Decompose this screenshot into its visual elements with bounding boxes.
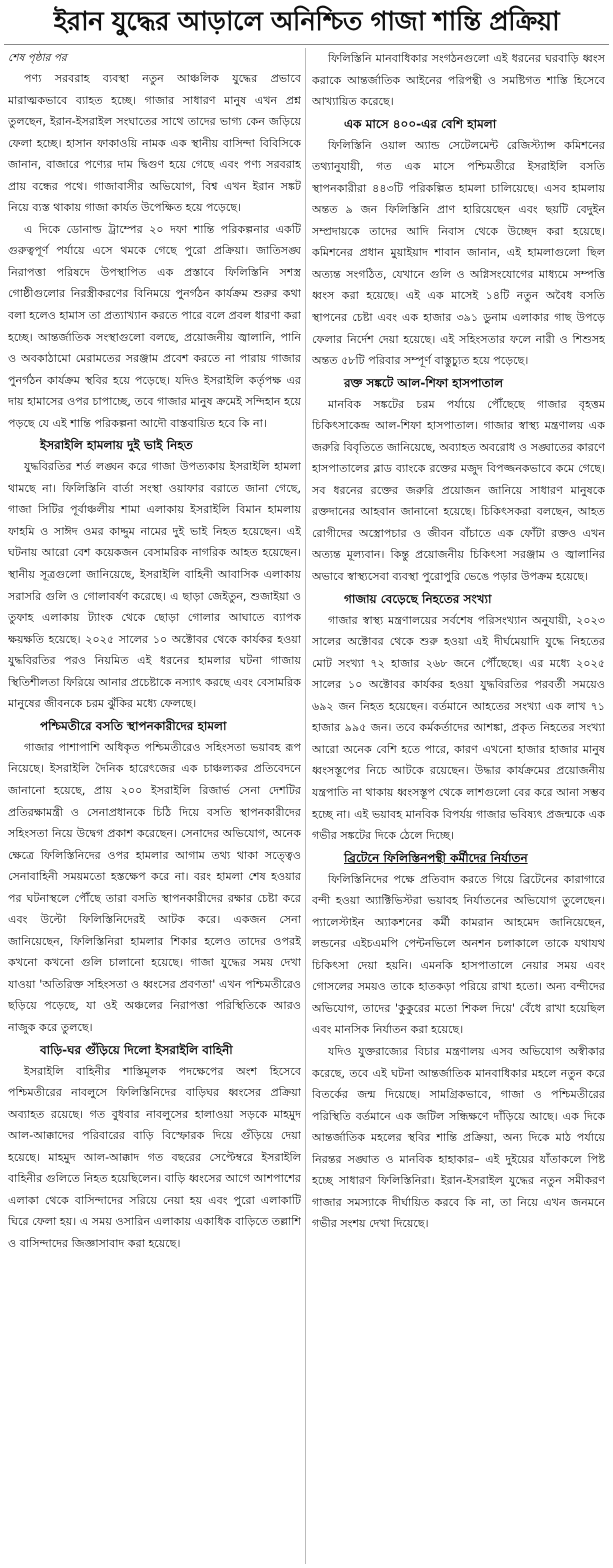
subhead-west-bank-settlers: পশ্চিমতীরে বসতি স্থাপনকারীদের হামলা [40, 718, 227, 733]
right-paragraph-2: ফিলিস্তিনি ওয়াল অ্যান্ড সেটেলমেন্ট রেজিস্ট্যান্স কমিশনের তথ্যানুযায়ী, গত এক মাসে পশ্চিমতীরে ইসরাইলি বসতি স্থাপনকারীরা ৪৪৩টি পরিকল্পিত হামলা চালিয়েছে। এসব হামলায় অন্তত ৯ জন ফিলিস্তিনি প্রাণ হারিয়েছেন এবং ছয়টি বেদুইন সম্প্রদায়কে তাদের আদি নিবাস থেকে উচ্ছেদ করা হয়েছে। কমিশনের প্রধান মুয়াইয়াদ শাবান জানান, এই হামলাগুলো ছিল অত্যন্ত সংগঠিত, যেখানে গুলি ও অগ্নিসংযোগের মাধ্যমে সম্পত্তি ধ্বংস করা হয়েছে। এই এক মাসেই ১৪টি নতুন অবৈধ বসতি স্থাপনের চেষ্টা এবং এক হাজার ৩৯১ ডুনাম এলাকার গাছ উপড়ে ফেলার নির্দেশ দেয়া হয়েছে। এই সহিংসতার ফলে নারী ও শিশুসহ অন্তত ৫৮টি পরিবার সম্পূর্ণ বাস্তুচ্যুত হয়ে পড়েছে। [312, 138, 605, 368]
subhead-death-toll: গাজায় বেড়েছে নিহতের সংখ্যা [344, 591, 492, 606]
right-paragraph-1: ফিলিস্তিনি মানবাধিকার সংগঠনগুলো এই ধরনের ঘরবাড়ি ধ্বংস করাকে আন্তর্জাতিক আইনের পরিপন্থী ও সমষ্টিগত শাস্তি হিসেবে আখ্যায়িত করেছে। [312, 52, 605, 109]
left-paragraph-5: ইসরাইলি বাহিনীর শাস্তিমূলক পদক্ষেপের অংশ হিসেবে পশ্চিমতীরের নাবলুসে ফিলিস্তিনিদের বাড়িঘর ধ্বংসের প্রক্রিয়া অব্যাহত রয়েছে। গত বুধবার নাবলুসের হালাওয়া সড়কে মাহমুদ আল-আক্কাদের পরিবারের বাড়ি বিস্ফোরক দিয়ে গুঁড়িয়ে দেয়া হয়েছে। মাহমুদ আল-আক্কাদ গত বছরের সেপ্টেম্বরে ইসরাইলি বাহিনীর গুলিতে নিহত হয়েছিলেন। বাড়ি ধ্বংসের আগে আশপাশের এলাকা থেকে বাসিন্দাদের সরিয়ে নেয়া হয় এবং পুরো এলাকাটি ঘিরে ফেলা হয়। এ সময় ওসারিন এলাকায় একাধিক বাড়িতে তল্লাশি ও বাসিন্দাদের জিজ্ঞাসাবাদ করা হয়েছে। [8, 1064, 301, 1250]
right-paragraph-3: মানবিক সঙ্কটের চরম পর্যায়ে পৌঁছেছে গাজার বৃহত্তম চিকিৎসাকেন্দ্র আল-শিফা হাসপাতাল। গাজার স্বাস্থ্য মন্ত্রণালয় এক জরুরি বিবৃতিতে জানিয়েছে, অব্যাহত অবরোধ ও সঙ্ঘাতের কারণে হাসপাতালের ব্লাড ব্যাংকে রক্তের মজুদ বিপজ্জনকভাবে কমে গেছে। সব ধরনের রক্তের জরুরি প্রয়োজন জানিয়ে সাধারণ মানুষকে রক্তদানের আহবান জানানো হয়েছে। চিকিৎসকরা বলছেন, আহত রোগীদের অস্ত্রোপচার ও জীবন বাঁচাতে এক ফোঁটা রক্তও এখন অত্যন্ত মূল্যবান। কিন্তু প্রয়োজনীয় চিকিৎসা সরঞ্জাম ও জ্বালানির অভাবে স্বাস্থ্যসেবা ব্যবস্থা পুরোপুরি ভেঙে পড়ার উপক্রম হয়েছে। [312, 397, 605, 584]
headline: ইরান যুদ্ধের আড়ালে অনিশ্চিত গাজা শান্তি প্রক্রিয়া [53, 7, 560, 37]
left-paragraph-2: এ দিকে ডোনাল্ড ট্রাম্পের ২০ দফা শান্তি পরিকল্পনার একটি গুরুত্বপূর্ণ পর্যায়ে এসে থমকে গেছে পুরো প্রক্রিয়া। জাতিসঙ্ঘ নিরাপত্তা পরিষদে উপস্থাপিত এক প্রস্তাবে ফিলিস্তিনি সশস্ত্র গোষ্ঠীগুলোর নিরস্ত্রীকরণের বিনিময়ে পুনর্গঠন কার্যক্রম শুরুর কথা বলা হলেও হামাস তা প্রত্যাখ্যান করতে পারে বলে প্রবল ধারণা করা হচ্ছে। আন্তর্জাতিক সংস্থাগুলো বলছে, প্রয়োজনীয় জ্বালানি, পানি ও অবকাঠামো মেরামতের সরঞ্জাম প্রবেশ করতে না পারায় গাজার পুনর্গঠন কার্যক্রম স্থবির হয়ে পড়েছে। যদিও ইসরাইলি কর্তৃপক্ষ এর দায় হামাসের ওপর চাপাচ্ছে, তবে গাজার মানুষ ক্রমেই সন্দিহান হয়ে পড়ছে যে এই শান্তি পরিকল্পনা আদৌ বাস্তবায়িত হবে কি না। [8, 222, 301, 430]
headline-rule [4, 44, 609, 45]
continued-label: শেষ পৃষ্ঠার পর [8, 52, 67, 64]
subhead-400-attacks: এক মাসে ৪০০-এর বেশি হামলা [344, 116, 497, 131]
left-paragraph-4: গাজার পাশাপাশি অধিকৃত পশ্চিমতীরেও সহিংসতা ভয়াবহ রূপ নিয়েছে। ইসরাইলি দৈনিক হারেৎজের এক চাঞ্চল্যকর প্রতিবেদনে জানানো হয়েছে, প্রায় ২০০ ইসরাইলি রিজার্ভ সেনা দেশটির প্রতিরক্ষামন্ত্রী ও সেনাপ্রধানকে চিঠি দিয়ে বসতি স্থাপনকারীদের সহিংসতা নিয়ে উদ্বেগ প্রকাশ করেছেন। সেনাদের অভিযোগ, অনেক ক্ষেত্রে ফিলিস্তিনিদের ওপর হামলার আগাম তথ্য থাকা সত্ত্বেও সেনাবাহিনী সময়মতো হস্তক্ষেপ করে না। বরং হামলা শেষ হওয়ার পর ঘটনাস্থলে পৌঁছে তারা বসতি স্থাপনকারীদের রক্ষার চেষ্টা করে এবং উল্টো ফিলিস্তিনিদেরই আটক করে। একজন সেনা জানিয়েছেন, ফিলিস্তিনিরা হামলার শিকার হলেও তাদের ওপরই কখনো কখনো গুলি চালানো হয়েছে। গাজা যুদ্ধের সময় দেখা যাওয়া 'অতিরিক্ত সহিংসতা ও ধ্বংসের প্রবণতা' এখন পশ্চিমতীরেও ছড়িয়ে পড়েছে, যা ওই অঞ্চলের নিরাপত্তা পরিস্থিতিকে আরও নাজুক করে তুলছে। [8, 740, 301, 1034]
right-paragraph-6: যদিও যুক্তরাজ্যের বিচার মন্ত্রণালয় এসব অভিযোগ অস্বীকার করেছে, তবে এই ঘটনা আন্তর্জাতিক মানবাধিকার মহলে নতুন করে বিতর্কের জন্ম দিয়েছে। সামগ্রিকভাবে, গাজা ও পশ্চিমতীরের পরিস্থিতি বর্তমানে এক জটিল সন্ধিক্ষণে দাঁড়িয়ে আছে। এক দিকে আন্তর্জাতিক মহলের স্থবির শান্তি প্রক্রিয়া, অন্য দিকে মাঠ পর্যায়ে নিরন্তর সঙ্ঘাত ও মানবিক হাহাকার– এই দুইয়ের যাঁতাকলে পিষ্ট হচ্ছে সাধারণ ফিলিস্তিনিরা। ইরান-ইসরাইল যুদ্ধের নতুন সমীকরণ গাজার সমস্যাকে দীর্ঘায়িত করবে কি না, তা নিয়ে এখন জনমনে গভীর সংশয় দেখা দিয়েছে। [312, 1044, 605, 1231]
subhead-house-demolition: বাড়ি-ঘর গুঁড়িয়ে দিলো ইসরাইলি বাহিনী [40, 1042, 233, 1057]
right-column [312, 48, 605, 1564]
subhead-al-shifa-blood: রক্ত সঙ্কটে আল-শিফা হাসপাতাল [344, 375, 504, 390]
subhead-two-brothers: ইসরাইলি হামলায় দুই ভাই নিহত [40, 438, 193, 453]
left-paragraph-3: যুদ্ধবিরতির শর্ত লঙ্ঘন করে গাজা উপত্যকায় ইসরাইলি হামলা থামছে না। ফিলিস্তিনি বার্তা সংস্থা ওয়াফার বরাতে জানা গেছে, গাজা সিটির পূর্বাঞ্চলীয় শামা এলাকায় ইসরাইলি বিমান হামলায় ফাহমি ও সাঈদ ওমর কাদ্দুম নামের দুই ভাই নিহত হয়েছেন। এই ঘটনায় আরো বেশ কয়েকজন বেসামরিক নাগরিক আহত হয়েছেন। স্থানীয় সূত্রগুলো জানিয়েছে, ইসরাইলি বাহিনী আবাসিক এলাকায় সরাসরি গুলি ও গোলাবর্ষণ করেছে। এ ছাড়া জেইতুন, শুজাইয়া ও তুফাহ এলাকায় ট্যাংক থেকে ছোড়া গোলার আঘাতে ব্যাপক ক্ষয়ক্ষতি হয়েছে। ২০২৫ সালের ১০ অক্টোবর থেকে কার্যকর হওয়া যুদ্ধবিরতির পরও নিয়মিত এই ধরনের হামলার ঘটনা গাজায় স্থিতিশীলতা ফিরিয়ে আনার প্রচেষ্টাকে নস্যাৎ করছে এবং বেসামরিক মানুষের জীবনকে চরম ঝুঁকির মধ্যে ফেলছে। [8, 460, 301, 711]
subhead-uk-activists-text: ব্রিটেনে ফিলিস্তিনপন্থী কর্মীদের নির্যাতন [344, 850, 528, 865]
left-paragraph-1: পণ্য সরবরাহ ব্যবস্থা নতুন আঞ্চলিক যুদ্ধের প্রভাবে মারাত্মকভাবে ব্যাহত হচ্ছে। গাজার সাধারণ মানুষ এখন প্রশ্ন তুলছেন, ইরান-ইসরাইল সংঘাতের সাথে তাদের ভাগ্য কেন জড়িয়ে ফেলা হচ্ছে। হাসান ফাকাওয়ি নামক এক স্থানীয় বাসিন্দা বিবিসিকে জানান, বাজারে পণ্যের দাম দ্বিগুণ হয়ে গেছে এবং পণ্য সরবরাহ প্রায় বন্ধের পথে। গাজাবাসীর অভিযোগ, বিশ্ব এখন ইরান সঙ্কট নিয়ে ব্যস্ত থাকায় গাজা কার্যত উপেক্ষিত হয়ে পড়েছে। [8, 72, 301, 215]
right-paragraph-4: গাজার স্বাস্থ্য মন্ত্রণালয়ের সর্বশেষ পরিসংখ্যান অনুযায়ী, ২০২৩ সালের অক্টোবর থেকে শুরু হওয়া এই দীর্ঘমেয়াদি যুদ্ধে নিহতের মোট সংখ্যা ৭২ হাজার ২৬৮ জনে পৌঁছেছে। এর মধ্যে ২০২৫ সালের ১০ অক্টোবর কার্যকর হওয়া যুদ্ধবিরতির পরবর্তী সময়েও ৬৯২ জন নিহত হয়েছেন। বর্তমানে আহতের সংখ্যা এক লাখ ৭১ হাজার ৯৯৫ জন। তবে কর্মকর্তাদের আশঙ্কা, প্রকৃত নিহতের সংখ্যা আরো অনেক বেশি হতে পারে, কারণ এখনো হাজার হাজার মানুষ ধ্বংসস্তূপের নিচে আটকে রয়েছেন। উদ্ধার কার্যক্রমের প্রয়োজনীয় যন্ত্রপাতি না থাকায় ধ্বংসস্তূপ থেকে লাশগুলো বের করে আনা সম্ভব হচ্ছে না। এই ভয়াবহ মানবিক বিপর্যয় গাজার ভবিষ্যৎ প্রজন্মকে এক গভীর সঙ্কটের দিকে ঠেলে দিচ্ছে। [312, 613, 605, 843]
column-divider [305, 48, 306, 1564]
left-column [8, 48, 301, 1564]
right-paragraph-5: ফিলিস্তিনিদের পক্ষে প্রতিবাদ করতে গিয়ে ব্রিটেনের কারাগারে বন্দী হওয়া অ্যাক্টিভিস্টরা ভয়াবহ নির্যাতনের অভিযোগ তুলেছেন। প্যালেস্টাইন অ্যাকশনের কর্মী কামরান আহমেদ জানিয়েছেন, লন্ডনের এইচএমপি পেন্টনভিলে অনশন চলাকালে তাকে যথাযথ চিকিৎসা দেয়া হয়নি। এমনকি হাসপাতালে নেয়ার সময় এবং গোসলের সময়ও তাকে হাতকড়া পরিয়ে রাখা হতো। অন্য বন্দীদের অভিযোগ, তাদের 'কুকুরের মতো শিকল দিয়ে' বেঁধে রাখা হয়েছিল এবং মানসিক নির্যাতন করা হয়েছে। [312, 872, 605, 1037]
subhead-uk-activists [312, 847, 605, 869]
